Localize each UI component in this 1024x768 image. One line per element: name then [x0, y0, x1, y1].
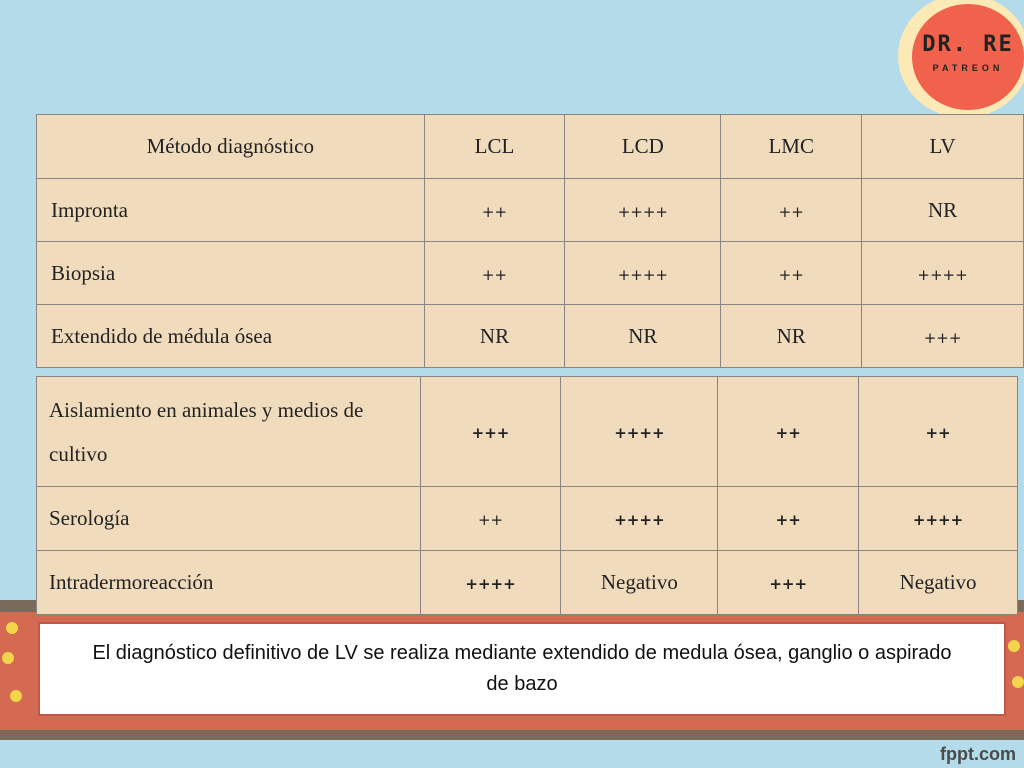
cell-value: +++	[769, 575, 808, 593]
cell-value: ++	[481, 265, 508, 284]
header-cell: LV	[862, 115, 1024, 179]
cell-value: ++++	[912, 511, 964, 529]
cell-value: ++++	[617, 202, 668, 221]
cell-value: ++	[925, 424, 951, 442]
caption-box	[38, 622, 1006, 716]
cell-value: ++	[778, 202, 804, 221]
cell-value: Negativo	[561, 551, 718, 615]
logo-title: DR. RE	[922, 31, 1014, 57]
bottom-bar	[0, 740, 1024, 768]
table-header-row	[37, 115, 1024, 179]
cell-value: ++++	[917, 265, 968, 284]
footer-brand: fppt.com	[940, 744, 1016, 764]
header-cell: LCD	[565, 115, 721, 179]
table-row	[37, 242, 1024, 305]
table-row	[37, 551, 1018, 615]
cell-value: ++	[481, 202, 508, 221]
cell-value: NR	[862, 179, 1024, 242]
row-label: Impronta	[37, 179, 425, 242]
diagnostic-table-bottom	[36, 376, 1018, 615]
cell-value: ++++	[614, 424, 665, 442]
row-label: Extendido de médula ósea	[37, 305, 425, 368]
cell-value: ++	[778, 265, 804, 284]
table-row	[37, 487, 1018, 551]
cell-value: NR	[721, 305, 862, 368]
logo-subtitle: PATREON	[932, 62, 1004, 73]
table-row	[37, 377, 1018, 487]
cell-value: ++++	[617, 265, 668, 284]
header-cell: LMC	[721, 115, 862, 179]
cell-value: ++++	[465, 575, 516, 593]
row-label: Intradermoreacción	[37, 551, 421, 615]
diagnostic-table-top	[36, 114, 1024, 368]
header-cell: Método diagnóstico	[37, 115, 425, 179]
cell-value: +++	[471, 424, 510, 442]
cell-value: NR	[424, 305, 565, 368]
row-label: Aislamiento en animales y medios de cultivo	[37, 377, 421, 487]
cell-value: ++	[477, 511, 504, 529]
cell-value: NR	[565, 305, 721, 368]
table-row	[37, 305, 1024, 368]
cell-value: ++++	[614, 511, 665, 529]
table-row	[37, 179, 1024, 242]
row-label: Biopsia	[37, 242, 425, 305]
cell-value: Negativo	[859, 551, 1018, 615]
header-cell: LCL	[424, 115, 565, 179]
caption-text: El diagnóstico definitivo de LV se realiza mediante extendido de medula ósea, ganglio o aspirado de bazo	[92, 642, 952, 695]
logo	[912, 4, 1024, 110]
cell-value: +++	[923, 328, 962, 347]
row-label: Serología	[37, 487, 421, 551]
cell-value: ++	[775, 511, 801, 529]
cell-value: ++	[775, 424, 801, 442]
